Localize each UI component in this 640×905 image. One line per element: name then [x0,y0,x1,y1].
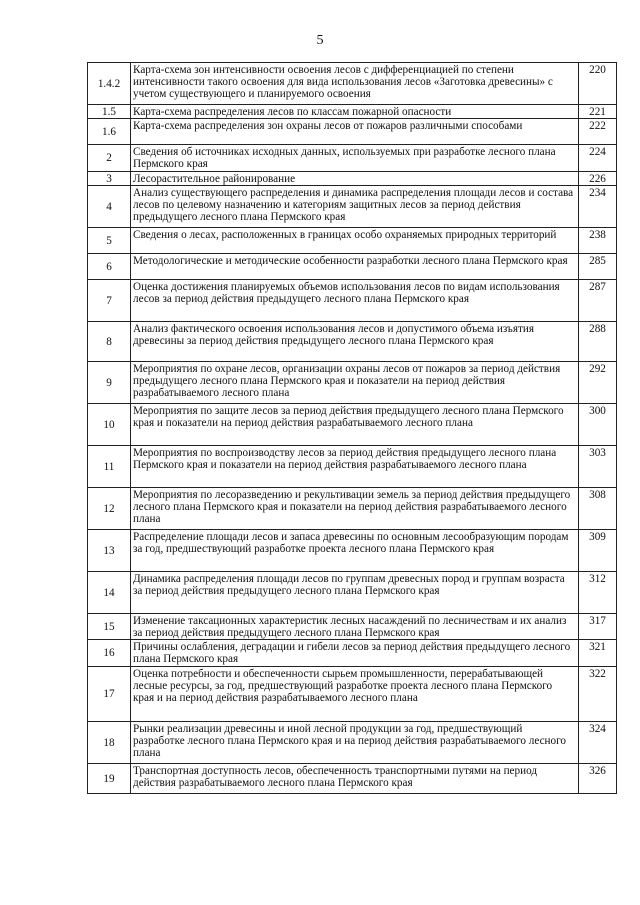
row-page: 287 [579,279,617,321]
table-row [88,253,617,279]
row-number: 5 [88,227,131,253]
table-row [88,227,617,253]
table-row [88,445,617,487]
table-row [88,487,617,529]
row-page: 224 [579,145,617,171]
row-page: 322 [579,666,617,721]
row-number: 3 [88,171,131,185]
row-page: 300 [579,403,617,445]
row-page: 238 [579,227,617,253]
row-title: Карта-схема зон интенсивности освоения лесов с дифференциацией по степени интенсивности такого освоения для вида использования лесов «Заготовка древесины» с учетом существующего и планируемого освоения [131,63,579,105]
table-row [88,119,617,145]
row-title: Карта-схема распределения лесов по классам пожарной опасности [131,105,579,119]
table-row [88,361,617,403]
row-number: 8 [88,321,131,361]
row-title: Сведения о лесах, расположенных в границах особо охраняемых природных территорий [131,227,579,253]
row-page: 308 [579,487,617,529]
table-row [88,321,617,361]
row-page: 317 [579,613,617,639]
row-page: 324 [579,721,617,763]
row-number: 1.6 [88,119,131,145]
row-title: Рынки реализации древесины и иной лесной продукции за год, предшествующий разработке лесного плана Пермского края и на период действия разрабатываемого лесного плана [131,721,579,763]
row-title: Сведения об источниках исходных данных, используемых при разработке лесного плана Пермского края [131,145,579,171]
row-page: 312 [579,571,617,613]
row-title: Оценка потребности и обеспеченности сырьем промышленности, перерабатывающей лесные ресурсы, за год, предшествующий разработке проекта лесного плана Пермского края и на период действия разрабатываемого лесного плана [131,666,579,721]
table-row [88,403,617,445]
row-number: 9 [88,361,131,403]
row-number: 15 [88,613,131,639]
row-page: 288 [579,321,617,361]
row-title: Транспортная доступность лесов, обеспеченность транспортными путями на период действия разрабатываемого лесного плана Пермского края [131,763,579,793]
row-number: 6 [88,253,131,279]
row-title: Причины ослабления, деградации и гибели лесов за период действия предыдущего лесного плана Пермского края [131,640,579,666]
row-number: 17 [88,666,131,721]
row-page: 303 [579,445,617,487]
table-row [88,640,617,666]
row-number: 1.5 [88,105,131,119]
page-number: 5 [316,33,324,48]
table-row [88,721,617,763]
table-row [88,529,617,571]
row-page: 309 [579,529,617,571]
row-page: 292 [579,361,617,403]
row-number: 16 [88,640,131,666]
row-page: 285 [579,253,617,279]
row-number: 13 [88,529,131,571]
row-title: Мероприятия по защите лесов за период действия предыдущего лесного плана Пермского края и показатели на период действия разрабатываемого лесного плана [131,403,579,445]
row-number: 19 [88,763,131,793]
row-page: 220 [579,63,617,105]
table-row [88,666,617,721]
row-number: 18 [88,721,131,763]
row-title: Мероприятия по воспроизводству лесов за период действия предыдущего лесного плана Пермского края и показатели на период действия разрабатываемого лесного плана [131,445,579,487]
table-row [88,185,617,227]
contents-table [87,62,617,794]
row-title: Мероприятия по охране лесов, организации охраны лесов от пожаров за период действия предыдущего лесного плана Пермского края и показатели на период действия разрабатываемого лесного плана [131,361,579,403]
table-row [88,63,617,105]
row-title: Карта-схема распределения зон охраны лесов от пожаров различными способами [131,119,579,145]
row-number: 14 [88,571,131,613]
table-row [88,171,617,185]
row-title: Оценка достижения планируемых объемов использования лесов по видам использования лесов за период действия предыдущего лесного плана Пермского края [131,279,579,321]
row-title: Динамика распределения площади лесов по группам древесных пород и группам возраста за период действия предыдущего лесного плана Пермского края [131,571,579,613]
row-page: 221 [579,105,617,119]
table-row [88,145,617,171]
table-row [88,613,617,639]
table-row [88,279,617,321]
row-page: 326 [579,763,617,793]
row-title: Изменение таксационных характеристик лесных насаждений по лесничествам и их анализ за период действия предыдущего лесного плана Пермского края [131,613,579,639]
row-number: 4 [88,185,131,227]
table-row [88,571,617,613]
row-title: Мероприятия по лесоразведению и рекультивации земель за период действия предыдущего лесного плана Пермского края и показатели на период действия разрабатываемого лесного плана [131,487,579,529]
row-number: 2 [88,145,131,171]
row-page: 226 [579,171,617,185]
row-number: 12 [88,487,131,529]
row-page: 234 [579,185,617,227]
table-row [88,105,617,119]
row-number: 11 [88,445,131,487]
row-title: Лесорастительное районирование [131,171,579,185]
table-row [88,763,617,793]
row-title: Анализ существующего распределения и динамика распределения площади лесов и состава лесов по целевому назначению и категориям защитных лесов за период действия предыдущего лесного плана Пермского края [131,185,579,227]
row-number: 7 [88,279,131,321]
row-page: 222 [579,119,617,145]
row-title: Методологические и методические особенности разработки лесного плана Пермского края [131,253,579,279]
row-page: 321 [579,640,617,666]
row-title: Распределение площади лесов и запаса древесины по основным лесообразующим породам за год, предшествующий разработке проекта лесного плана Пермского края [131,529,579,571]
row-number: 1.4.2 [88,63,131,105]
row-number: 10 [88,403,131,445]
row-title: Анализ фактического освоения использования лесов и допустимого объема изъятия древесины за период действия предыдущего лесного плана Пермского края [131,321,579,361]
